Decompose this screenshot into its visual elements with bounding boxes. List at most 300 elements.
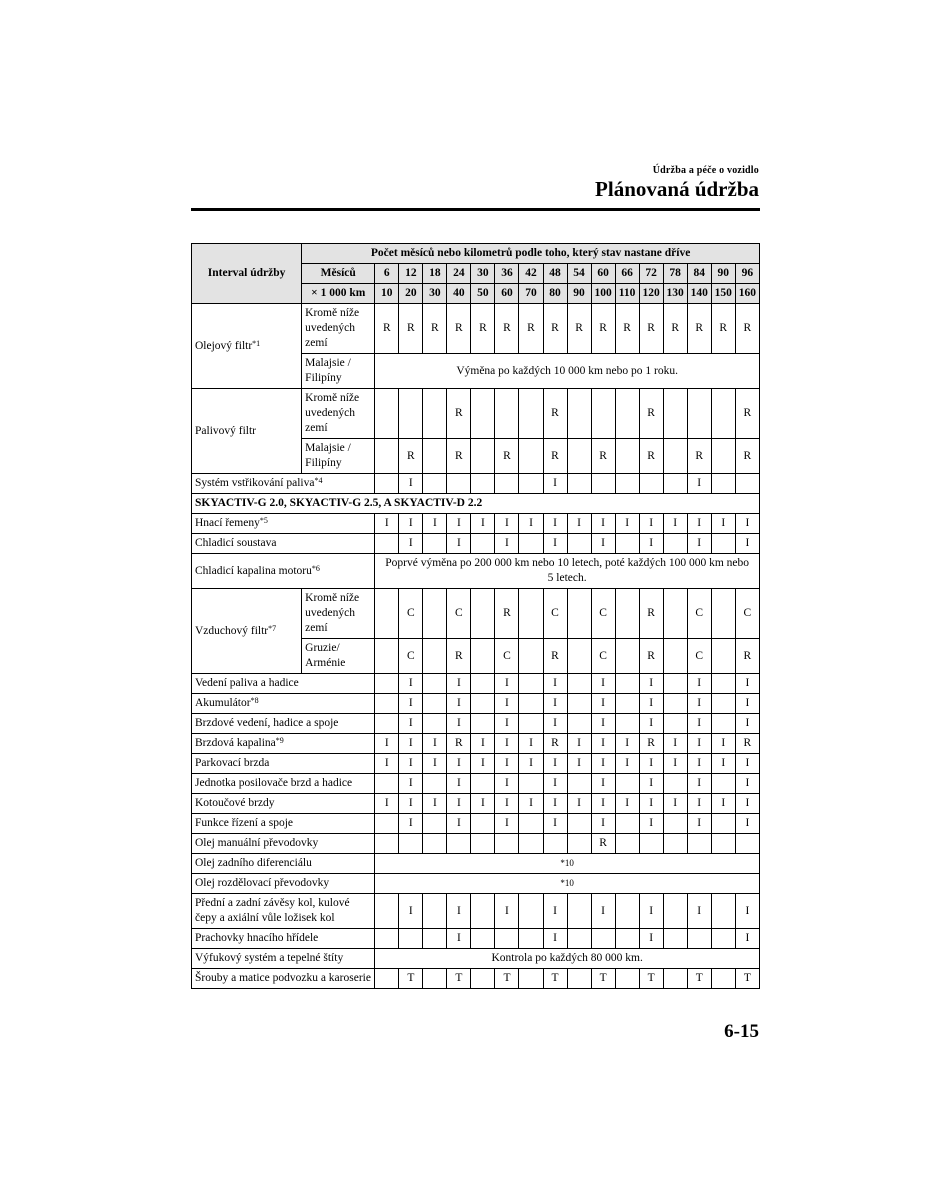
schedule-cell xyxy=(375,834,399,854)
month-cell: 36 xyxy=(495,264,519,284)
header-row xyxy=(192,244,760,264)
table-row xyxy=(192,969,760,989)
schedule-cell xyxy=(639,834,663,854)
schedule-cell xyxy=(567,814,591,834)
month-cell: 18 xyxy=(423,264,447,284)
schedule-cell xyxy=(423,894,447,929)
footnote-ref: *9 xyxy=(275,736,284,745)
schedule-cell xyxy=(519,694,543,714)
schedule-cell xyxy=(567,774,591,794)
schedule-cell: R xyxy=(495,589,519,639)
maintenance-schedule-table xyxy=(191,243,760,989)
schedule-cell xyxy=(711,389,735,439)
schedule-cell xyxy=(375,714,399,734)
schedule-cell: R xyxy=(639,304,663,354)
schedule-cell: I xyxy=(399,534,423,554)
schedule-cell xyxy=(663,714,687,734)
chapter-subtitle: Údržba a péče o vozidlo xyxy=(652,165,759,176)
schedule-cell: I xyxy=(735,754,759,774)
schedule-cell xyxy=(519,589,543,639)
schedule-cell xyxy=(567,894,591,929)
schedule-note: Výměna po každých 10 000 km nebo po 1 roku. xyxy=(375,354,760,389)
schedule-cell xyxy=(663,774,687,794)
schedule-cell xyxy=(615,474,639,494)
footnote-ref: *7 xyxy=(268,623,277,633)
schedule-cell: I xyxy=(423,754,447,774)
sub-condition: Kromě níže uvedených zemí xyxy=(302,589,375,639)
schedule-cell: R xyxy=(543,439,567,474)
schedule-cell: I xyxy=(567,754,591,774)
schedule-cell xyxy=(519,894,543,929)
schedule-cell: I xyxy=(543,674,567,694)
schedule-cell xyxy=(615,969,639,989)
schedule-cell xyxy=(519,389,543,439)
schedule-cell xyxy=(591,389,615,439)
schedule-cell: I xyxy=(639,694,663,714)
schedule-cell: I xyxy=(591,754,615,774)
month-cell: 78 xyxy=(663,264,687,284)
km-cell: 60 xyxy=(495,284,519,304)
table-row xyxy=(192,694,760,714)
schedule-cell xyxy=(375,969,399,989)
schedule-cell: R xyxy=(375,304,399,354)
schedule-cell: I xyxy=(711,794,735,814)
schedule-cell: I xyxy=(735,674,759,694)
schedule-cell: I xyxy=(615,514,639,534)
table-row xyxy=(192,554,760,589)
schedule-cell: I xyxy=(591,734,615,754)
schedule-cell xyxy=(615,929,639,949)
schedule-cell: C xyxy=(735,589,759,639)
table-row xyxy=(192,754,760,774)
schedule-cell: T xyxy=(687,969,711,989)
item-name xyxy=(192,834,375,854)
item-label: Olejový filtr xyxy=(195,339,253,352)
schedule-cell xyxy=(519,814,543,834)
schedule-cell xyxy=(663,639,687,674)
schedule-cell: R xyxy=(735,734,759,754)
schedule-cell: I xyxy=(399,734,423,754)
schedule-cell xyxy=(711,834,735,854)
schedule-cell xyxy=(711,714,735,734)
schedule-cell xyxy=(615,639,639,674)
item-label: Jednotka posilovače brzd a hadice xyxy=(195,777,353,789)
title-rule xyxy=(191,208,760,211)
schedule-cell: C xyxy=(591,589,615,639)
schedule-cell xyxy=(567,474,591,494)
schedule-cell xyxy=(423,674,447,694)
month-cell: 90 xyxy=(711,264,735,284)
footnote-ref: *8 xyxy=(250,696,259,705)
schedule-cell: I xyxy=(447,514,471,534)
schedule-cell: I xyxy=(447,754,471,774)
schedule-cell: I xyxy=(447,814,471,834)
schedule-cell: R xyxy=(543,389,567,439)
km-cell: 30 xyxy=(423,284,447,304)
schedule-cell xyxy=(471,439,495,474)
schedule-cell: I xyxy=(399,514,423,534)
item-name xyxy=(192,854,375,874)
item-name xyxy=(192,949,375,969)
schedule-cell: I xyxy=(687,674,711,694)
table-row xyxy=(192,674,760,694)
schedule-cell xyxy=(567,834,591,854)
schedule-cell xyxy=(471,589,495,639)
interval-header: Interval údržby xyxy=(192,244,302,304)
km-cell: 110 xyxy=(615,284,639,304)
schedule-cell: I xyxy=(591,714,615,734)
schedule-cell: I xyxy=(495,714,519,734)
item-name xyxy=(192,929,375,949)
schedule-cell xyxy=(591,474,615,494)
item-label: Chladicí kapalina motoru xyxy=(195,564,312,577)
table-row xyxy=(192,774,760,794)
footnote-ref: *1 xyxy=(252,338,261,348)
schedule-cell: I xyxy=(375,794,399,814)
schedule-cell xyxy=(615,834,639,854)
sub-condition: Kromě níže uvedených zemí xyxy=(302,389,375,439)
schedule-cell: C xyxy=(687,639,711,674)
schedule-cell: I xyxy=(591,514,615,534)
schedule-cell: R xyxy=(591,439,615,474)
schedule-cell xyxy=(687,834,711,854)
schedule-cell xyxy=(471,474,495,494)
schedule-cell: I xyxy=(495,514,519,534)
schedule-cell: R xyxy=(495,304,519,354)
schedule-cell: I xyxy=(639,929,663,949)
schedule-cell: T xyxy=(447,969,471,989)
schedule-cell xyxy=(519,714,543,734)
schedule-cell xyxy=(615,534,639,554)
schedule-cell: I xyxy=(519,754,543,774)
schedule-cell: I xyxy=(447,794,471,814)
schedule-cell xyxy=(663,969,687,989)
schedule-cell xyxy=(735,834,759,854)
schedule-cell xyxy=(519,674,543,694)
schedule-cell: I xyxy=(639,514,663,534)
km-cell: 90 xyxy=(567,284,591,304)
schedule-cell: I xyxy=(615,734,639,754)
schedule-cell xyxy=(423,474,447,494)
table-row xyxy=(192,589,760,639)
schedule-cell: R xyxy=(615,304,639,354)
schedule-cell: I xyxy=(591,794,615,814)
schedule-cell: I xyxy=(543,794,567,814)
schedule-cell: I xyxy=(687,714,711,734)
schedule-cell xyxy=(711,894,735,929)
schedule-cell: C xyxy=(495,639,519,674)
month-cell: 24 xyxy=(447,264,471,284)
schedule-cell: I xyxy=(543,534,567,554)
item-label: Olej manuální převodovky xyxy=(195,837,319,849)
schedule-cell xyxy=(519,969,543,989)
schedule-cell xyxy=(663,389,687,439)
schedule-cell xyxy=(423,774,447,794)
schedule-cell xyxy=(495,474,519,494)
item-label: Výfukový systém a tepelné štíty xyxy=(195,952,344,964)
table-row xyxy=(192,714,760,734)
schedule-cell xyxy=(711,694,735,714)
item-name xyxy=(192,714,375,734)
item-name xyxy=(192,814,375,834)
item-label: Palivový filtr xyxy=(195,424,257,437)
schedule-cell: I xyxy=(735,714,759,734)
schedule-cell: I xyxy=(543,474,567,494)
schedule-cell: I xyxy=(495,674,519,694)
schedule-cell: I xyxy=(495,534,519,554)
month-cell: 30 xyxy=(471,264,495,284)
schedule-cell xyxy=(423,814,447,834)
schedule-cell: R xyxy=(447,439,471,474)
schedule-cell xyxy=(567,929,591,949)
schedule-cell xyxy=(663,589,687,639)
schedule-cell: I xyxy=(447,894,471,929)
schedule-cell xyxy=(423,834,447,854)
schedule-cell: I xyxy=(567,794,591,814)
schedule-cell: I xyxy=(639,714,663,734)
schedule-cell xyxy=(375,774,399,794)
schedule-cell: I xyxy=(615,794,639,814)
schedule-cell: I xyxy=(639,814,663,834)
schedule-cell xyxy=(375,389,399,439)
km-label: × 1 000 km xyxy=(302,284,375,304)
month-cell: 6 xyxy=(375,264,399,284)
schedule-cell: I xyxy=(687,734,711,754)
km-cell: 10 xyxy=(375,284,399,304)
schedule-cell xyxy=(495,389,519,439)
schedule-cell xyxy=(567,639,591,674)
schedule-cell: I xyxy=(543,894,567,929)
schedule-cell: I xyxy=(711,754,735,774)
item-name xyxy=(192,514,375,534)
schedule-cell xyxy=(567,439,591,474)
schedule-cell xyxy=(567,674,591,694)
schedule-cell: R xyxy=(591,304,615,354)
schedule-cell: R xyxy=(543,304,567,354)
schedule-cell: I xyxy=(399,714,423,734)
month-cell: 96 xyxy=(735,264,759,284)
table-row xyxy=(192,874,760,894)
schedule-cell: I xyxy=(519,794,543,814)
item-label: Brzdové vedení, hadice a spoje xyxy=(195,717,339,729)
schedule-cell: I xyxy=(423,514,447,534)
km-cell: 70 xyxy=(519,284,543,304)
schedule-cell: R xyxy=(543,734,567,754)
schedule-cell xyxy=(471,674,495,694)
schedule-cell: I xyxy=(735,929,759,949)
schedule-cell xyxy=(567,589,591,639)
schedule-cell: C xyxy=(447,589,471,639)
table-row xyxy=(192,894,760,929)
table-row xyxy=(192,734,760,754)
schedule-cell: I xyxy=(447,929,471,949)
sub-condition: Gruzie/ Arménie xyxy=(302,639,375,674)
schedule-cell: I xyxy=(687,814,711,834)
schedule-cell: I xyxy=(399,694,423,714)
item-label: Šrouby a matice podvozku a karoserie xyxy=(195,972,371,984)
schedule-cell xyxy=(711,589,735,639)
month-cell: 84 xyxy=(687,264,711,284)
schedule-cell: I xyxy=(471,794,495,814)
schedule-cell: I xyxy=(615,754,639,774)
footnote-ref: *4 xyxy=(314,476,323,485)
schedule-cell xyxy=(711,929,735,949)
schedule-cell xyxy=(375,894,399,929)
schedule-cell xyxy=(471,774,495,794)
schedule-cell xyxy=(519,774,543,794)
schedule-cell xyxy=(615,694,639,714)
month-cell: 60 xyxy=(591,264,615,284)
schedule-cell xyxy=(399,929,423,949)
schedule-cell: I xyxy=(639,674,663,694)
schedule-cell xyxy=(567,969,591,989)
km-cell: 140 xyxy=(687,284,711,304)
schedule-cell xyxy=(423,694,447,714)
schedule-cell: I xyxy=(735,774,759,794)
month-cell: 42 xyxy=(519,264,543,284)
schedule-cell xyxy=(567,714,591,734)
schedule-cell xyxy=(423,389,447,439)
schedule-cell: R xyxy=(663,304,687,354)
schedule-cell: I xyxy=(447,714,471,734)
schedule-cell xyxy=(567,389,591,439)
schedule-cell: I xyxy=(495,774,519,794)
schedule-cell: C xyxy=(687,589,711,639)
schedule-cell: T xyxy=(735,969,759,989)
schedule-cell: C xyxy=(543,589,567,639)
schedule-cell: I xyxy=(687,894,711,929)
schedule-cell xyxy=(519,474,543,494)
table-row xyxy=(192,474,760,494)
footnote-ref: *5 xyxy=(259,516,268,525)
schedule-cell: I xyxy=(519,734,543,754)
schedule-cell xyxy=(423,439,447,474)
schedule-cell: R xyxy=(495,439,519,474)
item-label: Olej rozdělovací převodovky xyxy=(195,877,330,889)
schedule-cell xyxy=(519,929,543,949)
schedule-cell xyxy=(423,714,447,734)
schedule-note: *10 xyxy=(375,854,760,874)
sub-condition: Malajsie / Filipíny xyxy=(302,354,375,389)
table-row xyxy=(192,494,760,514)
schedule-cell: R xyxy=(735,304,759,354)
item-name xyxy=(192,874,375,894)
schedule-cell: T xyxy=(639,969,663,989)
schedule-cell xyxy=(375,694,399,714)
schedule-cell: R xyxy=(471,304,495,354)
schedule-cell xyxy=(543,834,567,854)
schedule-cell: I xyxy=(687,794,711,814)
schedule-cell: R xyxy=(447,304,471,354)
item-name xyxy=(192,894,375,929)
schedule-cell: I xyxy=(687,474,711,494)
schedule-cell xyxy=(447,834,471,854)
schedule-cell: I xyxy=(711,514,735,534)
page-number: 6-15 xyxy=(724,1021,759,1042)
schedule-cell xyxy=(519,534,543,554)
item-label: Kotoučové brzdy xyxy=(195,797,275,809)
table-row xyxy=(192,514,760,534)
section-heading: SKYACTIV-G 2.0, SKYACTIV-G 2.5, A SKYACTIV-D 2.2 xyxy=(192,494,760,514)
table-row xyxy=(192,949,760,969)
schedule-cell: I xyxy=(567,734,591,754)
schedule-cell: R xyxy=(639,734,663,754)
schedule-cell xyxy=(423,639,447,674)
schedule-cell: I xyxy=(495,814,519,834)
schedule-cell: I xyxy=(663,514,687,534)
item-name xyxy=(192,754,375,774)
schedule-cell: T xyxy=(495,969,519,989)
schedule-cell xyxy=(471,639,495,674)
schedule-cell xyxy=(471,814,495,834)
km-cell: 120 xyxy=(639,284,663,304)
schedule-cell: I xyxy=(591,674,615,694)
schedule-cell xyxy=(399,389,423,439)
month-cell: 66 xyxy=(615,264,639,284)
schedule-cell: R xyxy=(567,304,591,354)
schedule-cell xyxy=(495,929,519,949)
schedule-cell: R xyxy=(639,389,663,439)
schedule-cell xyxy=(423,929,447,949)
schedule-cell xyxy=(615,894,639,929)
item-label: Funkce řízení a spoje xyxy=(195,817,294,829)
schedule-cell xyxy=(471,389,495,439)
schedule-cell: R xyxy=(399,304,423,354)
km-cell: 160 xyxy=(735,284,759,304)
schedule-cell: I xyxy=(399,774,423,794)
schedule-cell xyxy=(711,969,735,989)
schedule-cell: I xyxy=(735,534,759,554)
table-row xyxy=(192,304,760,354)
item-label: Přední a zadní závěsy kol, kulové čepy a axiální vůle ložisek kol xyxy=(195,897,350,924)
month-cell: 54 xyxy=(567,264,591,284)
table-row xyxy=(192,389,760,439)
schedule-cell: I xyxy=(447,674,471,694)
item-label: Vzduchový filtr xyxy=(195,624,269,637)
schedule-cell: I xyxy=(543,814,567,834)
schedule-note: *10 xyxy=(375,874,760,894)
schedule-cell: R xyxy=(687,304,711,354)
item-name xyxy=(192,674,375,694)
schedule-cell xyxy=(615,674,639,694)
schedule-cell: I xyxy=(735,794,759,814)
schedule-cell: I xyxy=(471,514,495,534)
schedule-cell: R xyxy=(591,834,615,854)
schedule-cell xyxy=(663,834,687,854)
item-name xyxy=(192,474,375,494)
schedule-cell xyxy=(711,474,735,494)
item-label: Vedení paliva a hadice xyxy=(195,677,299,689)
item-name xyxy=(192,304,302,389)
schedule-cell: I xyxy=(423,734,447,754)
item-name xyxy=(192,774,375,794)
schedule-cell xyxy=(615,774,639,794)
schedule-cell: I xyxy=(543,694,567,714)
schedule-note: Poprvé výměna po 200 000 km nebo 10 letech, poté každých 100 000 km nebo 5 letech. xyxy=(375,554,760,589)
schedule-cell: I xyxy=(543,514,567,534)
item-name xyxy=(192,969,375,989)
schedule-cell: R xyxy=(447,639,471,674)
km-cell: 80 xyxy=(543,284,567,304)
schedule-cell: I xyxy=(399,814,423,834)
schedule-cell xyxy=(663,474,687,494)
schedule-cell: R xyxy=(639,589,663,639)
schedule-cell: I xyxy=(687,534,711,554)
schedule-cell xyxy=(711,814,735,834)
schedule-cell: R xyxy=(519,304,543,354)
schedule-cell: I xyxy=(447,694,471,714)
item-label: Chladicí soustava xyxy=(195,537,277,549)
